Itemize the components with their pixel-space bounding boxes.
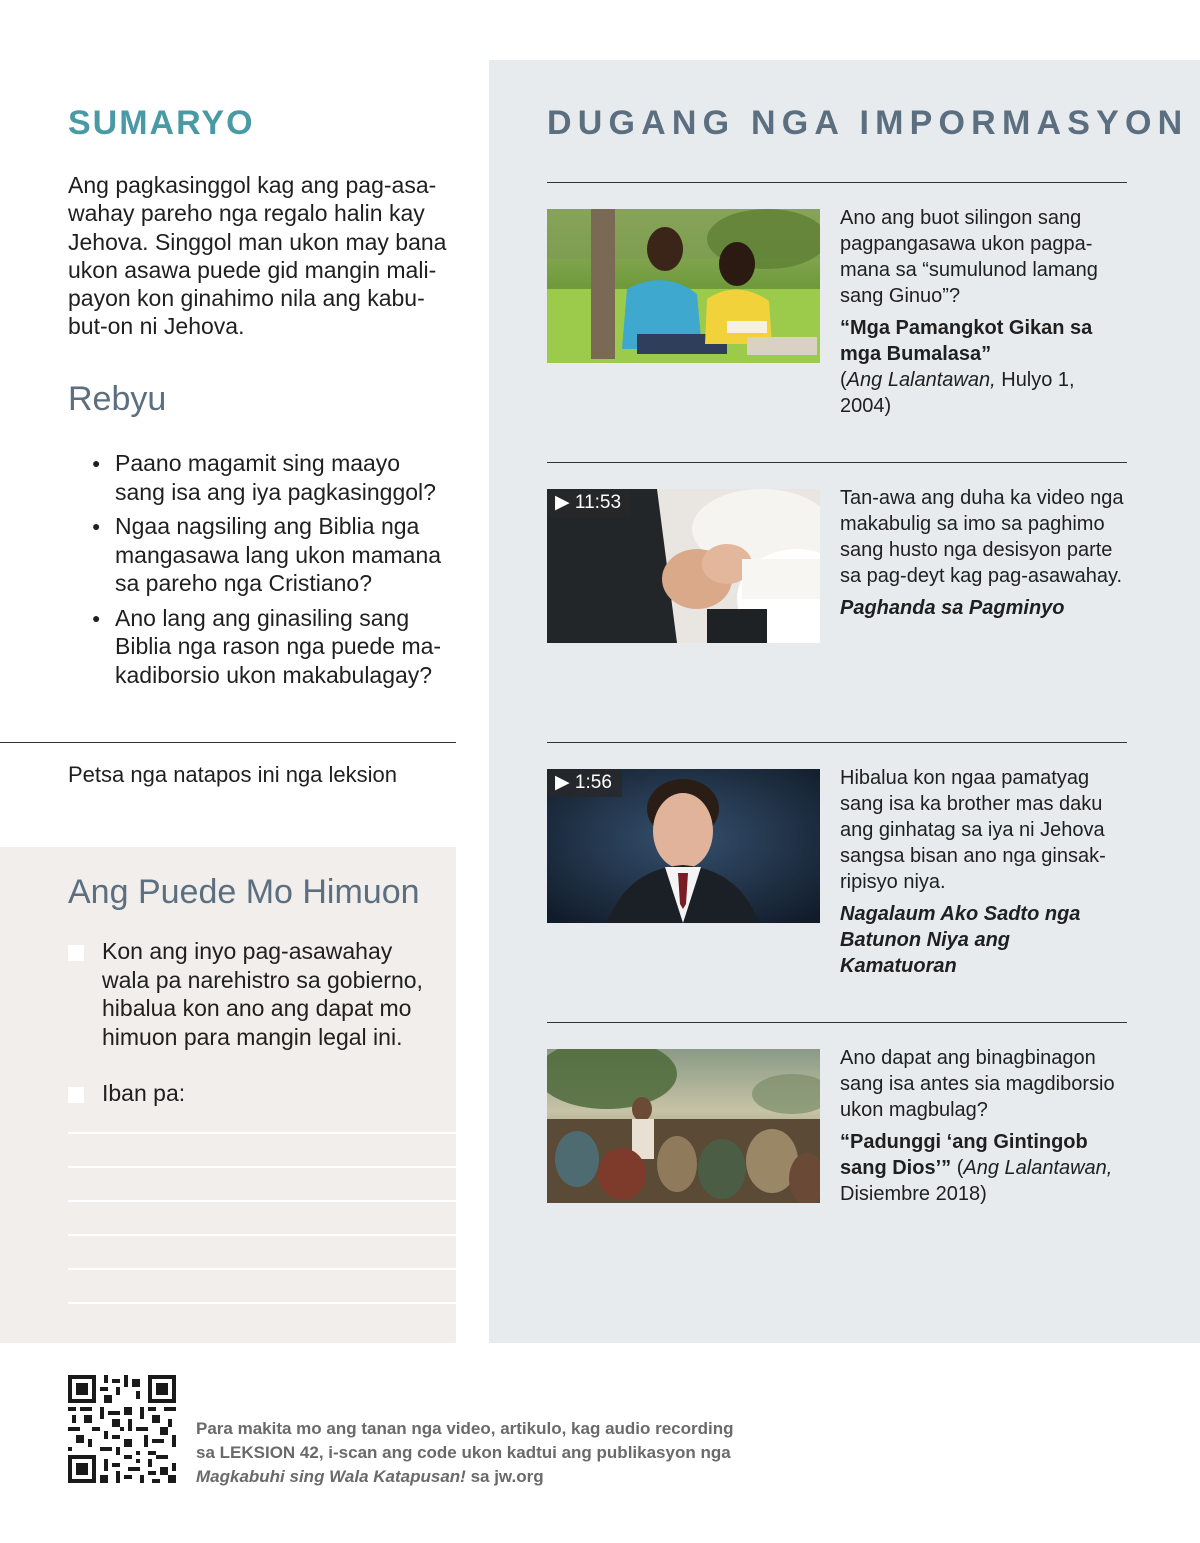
resource-text xyxy=(840,205,1130,419)
video-duration: 1:56 xyxy=(574,772,612,793)
source-title[interactable]: Paghanda sa Pagminyo xyxy=(840,597,1065,619)
source-publication: Ang Lalantawan, xyxy=(846,369,996,391)
write-line[interactable] xyxy=(68,1268,456,1270)
source-publication: Ang Lalantawan, xyxy=(963,1157,1113,1179)
divider xyxy=(547,1022,1127,1023)
resource-text xyxy=(840,1045,1130,1207)
resource-image-couple-reading[interactable] xyxy=(547,209,820,363)
checkbox-icon[interactable] xyxy=(68,1087,84,1103)
divider xyxy=(0,742,456,743)
source-prefix: ( xyxy=(840,369,847,391)
summary-title: SUMARYO xyxy=(68,104,255,142)
footer-publication-title[interactable]: Magkabuhi sing Wala Katapusan! xyxy=(196,1467,466,1486)
video-duration: 11:53 xyxy=(574,492,622,513)
couple-reading-image xyxy=(547,209,820,363)
resource-description: Ano ang buot silingon sang pagpangasawa ukon pagpa-mana sa “sumulunod lamang sang Ginuo”? xyxy=(840,207,1098,307)
completion-date-label: Petsa nga natapos ini nga leksion xyxy=(68,762,398,787)
todo-item-register-marriage[interactable] xyxy=(68,937,438,1051)
video-thumbnail-brother-testimony[interactable] xyxy=(547,769,820,923)
footer-text xyxy=(196,1417,756,1489)
more-info-title: DUGANG NGA IMPORMASYON xyxy=(547,104,1189,142)
review-item: ● Ngaa nagsiling ang Biblia nga mangasawa lang ukon mamana sa pareho nga Cristiano? xyxy=(90,512,450,598)
source-title[interactable]: “Mga Pamangkot Gikan sa mga Bumalasa” xyxy=(840,317,1093,365)
review-list xyxy=(90,449,450,695)
source-date: Hulyo 1, 2004) xyxy=(840,369,1075,417)
resource-description: Tan-awa ang duha ka video nga makabulig sa imo sa paghimo sang husto nga desisyon parte sa pag-deyt kag pag-asawahay. xyxy=(840,487,1124,587)
resource-text xyxy=(840,765,1130,979)
write-line[interactable] xyxy=(68,1302,456,1304)
write-line[interactable] xyxy=(68,1234,456,1236)
todo-item-other[interactable] xyxy=(68,1079,438,1108)
video-duration-badge xyxy=(547,769,622,797)
divider xyxy=(547,742,1127,743)
footer-text-end: sa jw.org xyxy=(465,1467,544,1486)
resource-source[interactable] xyxy=(840,315,1130,419)
todo-title: Ang Puede Mo Himuon xyxy=(68,873,420,911)
todo-panel xyxy=(0,847,456,1343)
resource-description: Hibalua kon ngaa pamatyag sang isa ka brother mas daku ang ginhatag sa iya ni Jehova sangsa bisan ano nga ginsak-ripisyo niya. xyxy=(840,767,1106,893)
summary-text: Ang pagkasinggol kag ang pag-asa-wahay pareho nga regalo halin kay Jehova. Singgol man ukon may bana ukon asawa puede gid mangin mali-payon kon ginahimo nila ang kabu-but-on ni Jehova. xyxy=(68,172,447,340)
write-line[interactable] xyxy=(68,1200,456,1202)
resource-source[interactable] xyxy=(840,1129,1130,1207)
resource-text xyxy=(840,485,1130,621)
qr-code-icon[interactable] xyxy=(68,1375,176,1483)
review-item: ● Paano magamit sing maayo sang isa ang iya pagkasinggol? xyxy=(90,449,450,506)
video-duration-badge xyxy=(547,489,631,517)
review-title: Rebyu xyxy=(68,380,167,418)
source-date: Disiembre 2018) xyxy=(840,1183,987,1205)
todo-item-text: Iban pa: xyxy=(102,1080,186,1106)
footer xyxy=(0,1343,1200,1543)
todo-item-text: Kon ang inyo pag-asawahay wala pa narehistro sa gobierno, hibalua kon ano ang dapat mo himuon para mangin legal ini. xyxy=(102,938,423,1050)
source-title[interactable]: Nagalaum Ako Sadto nga Batunon Niya ang Kamatuoran xyxy=(840,903,1081,977)
checkbox-icon[interactable] xyxy=(68,945,84,961)
write-line[interactable] xyxy=(68,1132,456,1134)
footer-text-main: Para makita mo ang tanan nga video, artikulo, kag audio recording sa LEKSION 42, i-scan ang code ukon kadtui ang publikasyon nga xyxy=(196,1419,734,1462)
source-title[interactable]: “Padunggi ‘ang Gintingob sang Dios’” xyxy=(840,1131,1088,1179)
more-info-panel xyxy=(489,60,1200,1343)
resource-description: Ano dapat ang binagbinagon sang isa antes sia magdiborsio ukon magbulag? xyxy=(840,1047,1115,1121)
review-item: ● Ano lang ang ginasiling sang Biblia nga rason nga puede ma-kadiborsio ukon makabulagay? xyxy=(90,604,450,690)
write-line[interactable] xyxy=(68,1166,456,1168)
jesus-teaching-crowd-image xyxy=(547,1049,820,1203)
resource-image-jesus-teaching[interactable] xyxy=(547,1049,820,1203)
play-icon: ▶ xyxy=(555,492,570,513)
divider xyxy=(547,182,1127,183)
divider xyxy=(547,462,1127,463)
source-prefix: ( xyxy=(951,1157,964,1179)
resource-source[interactable] xyxy=(840,595,1130,621)
play-icon: ▶ xyxy=(555,772,570,793)
resource-source[interactable] xyxy=(840,901,1130,979)
video-thumbnail-marriage-prep[interactable] xyxy=(547,489,820,643)
